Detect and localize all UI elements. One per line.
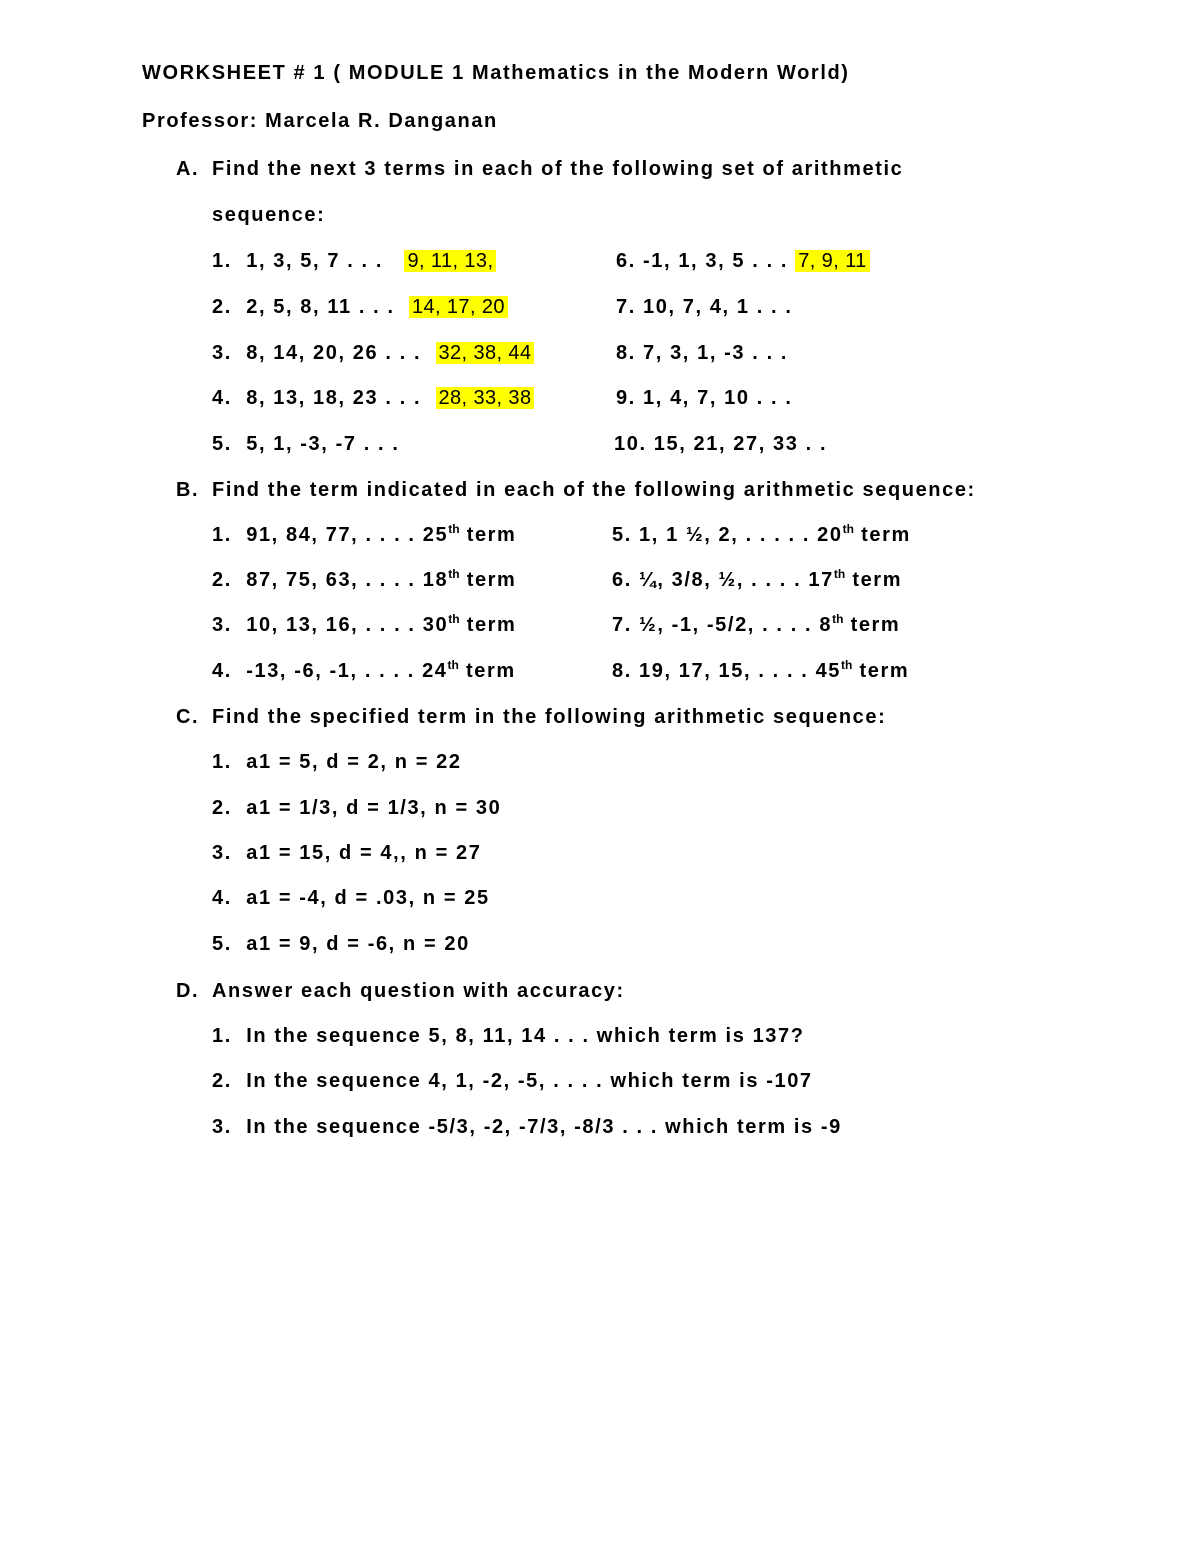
section-b-item-8: 8. 19, 17, 15, . . . . 45th term [612,658,910,682]
section-b-item-5: 5. 1, 1 ½, 2, . . . . . 20th term [612,522,911,546]
answer-highlight: 14, 17, 20 [409,296,508,318]
section-c-instruction: Find the specified term in the following arithmetic sequence: [212,706,887,728]
section-c-item-5: 5. a1 = 9, d = -6, n = 20 [212,933,470,955]
section-a-label: A. [176,158,200,180]
section-a-item-9: 9. 1, 4, 7, 10 . . . [616,387,793,409]
section-b-item-7: 7. ½, -1, -5/2, . . . . 8th term [612,612,901,636]
section-c-item-2: 2. a1 = 1/3, d = 1/3, n = 30 [212,797,502,819]
section-d-item-3: 3. In the sequence -5/3, -2, -7/3, -8/3 . . . which term is -9 [212,1116,842,1138]
answer-highlight: 9, 11, 13, [404,250,496,272]
section-a-item-2: 2. 2, 5, 8, 11 . . . 14, 17, 20 [212,294,508,320]
section-c-item-1: 1. a1 = 5, d = 2, n = 22 [212,751,462,773]
section-a-item-8: 8. 7, 3, 1, -3 . . . [616,342,789,364]
section-b-item-6: 6. ¼, 3/8, ½, . . . . 17th term [612,567,903,591]
section-c-label: C. [176,706,200,728]
section-d-instruction: Answer each question with accuracy: [212,980,625,1002]
section-a-item-1: 1. 1, 3, 5, 7 . . . 9, 11, 13, [212,248,496,274]
answer-highlight: 7, 9, 11 [795,250,869,272]
professor-name: Professor: Marcela R. Danganan [142,110,498,132]
worksheet-title: WORKSHEET # 1 ( MODULE 1 Mathematics in the Modern World) [142,62,850,84]
section-c-item-3: 3. a1 = 15, d = 4,, n = 27 [212,842,482,864]
section-a-item-5: 5. 5, 1, -3, -7 . . . [212,433,400,455]
section-b-item-1: 1. 91, 84, 77, . . . . 25th term [212,522,517,546]
section-a-instruction-cont: sequence: [212,204,326,226]
section-a-item-3: 3. 8, 14, 20, 26 . . . 32, 38, 44 [212,340,534,366]
section-b-label: B. [176,479,200,501]
section-a-item-10: 10. 15, 21, 27, 33 . . [614,433,828,455]
section-b-item-4: 4. -13, -6, -1, . . . . 24th term [212,658,516,682]
section-a-instruction: Find the next 3 terms in each of the following set of arithmetic [212,158,904,180]
section-b-instruction: Find the term indicated in each of the following arithmetic sequence: [212,479,976,501]
section-a-item-4: 4. 8, 13, 18, 23 . . . 28, 33, 38 [212,385,534,411]
answer-highlight: 28, 33, 38 [436,387,535,409]
section-d-item-2: 2. In the sequence 4, 1, -2, -5, . . . . which term is -107 [212,1070,813,1092]
section-a-item-6: 6. -1, 1, 3, 5 . . . 7, 9, 11 [616,248,870,274]
answer-highlight: 32, 38, 44 [436,342,535,364]
section-c-item-4: 4. a1 = -4, d = .03, n = 25 [212,887,490,909]
section-d-label: D. [176,980,200,1002]
section-d-item-1: 1. In the sequence 5, 8, 11, 14 . . . which term is 137? [212,1025,805,1047]
section-b-item-2: 2. 87, 75, 63, . . . . 18th term [212,567,517,591]
section-b-item-3: 3. 10, 13, 16, . . . . 30th term [212,612,517,636]
section-a-item-7: 7. 10, 7, 4, 1 . . . [616,296,793,318]
